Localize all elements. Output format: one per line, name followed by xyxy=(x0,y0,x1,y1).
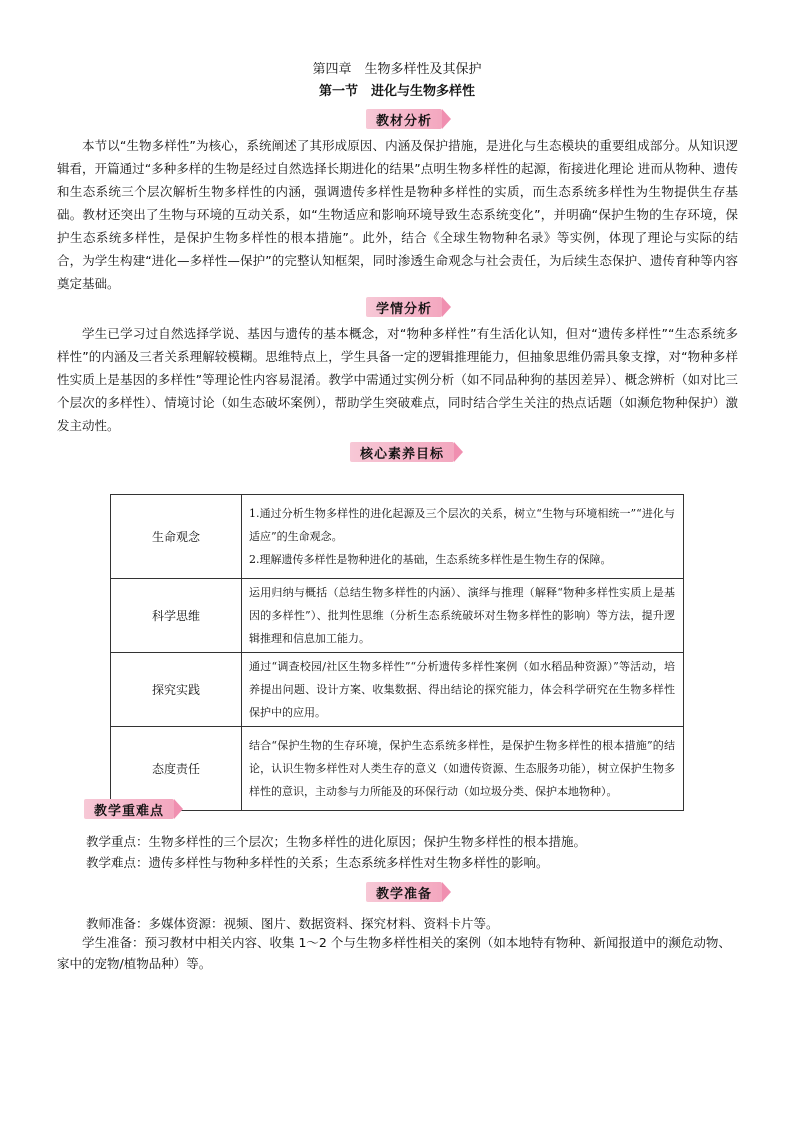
goal-description: 通过“调查校园/社区生物多样性”“分析遗传多样性案例（如水稻品种资源）”等活动，培养提出问题、设计方案、收集数据、得出结论的探究能力，体会科学研究在生物多样性保护中的应用。 xyxy=(242,653,684,727)
student-analysis-banner xyxy=(366,297,451,317)
goal-text-2: 2.理解遗传多样性是物种进化的基础，生态系统多样性是生物生存的保障。 xyxy=(249,553,612,566)
banner-arrow-icon xyxy=(442,882,451,902)
textbook-analysis-heading: 教材分析 xyxy=(366,109,442,129)
banner-arrow-icon xyxy=(174,799,183,819)
goal-name: 生命观念 xyxy=(111,495,242,579)
preparation-banner xyxy=(366,882,451,902)
goal-name: 科学思维 xyxy=(111,579,242,653)
banner-arrow-icon xyxy=(454,442,463,462)
teaching-focus: 教学重点：生物多样性的三个层次；生物多样性的进化原因；保护生物多样性的根本措施。 xyxy=(86,834,587,849)
goal-text: 1.通过分析生物多样性的进化起源及三个层次的关系，树立“生物与环境相统一”“进化与适应”的生命观念。 xyxy=(249,507,675,543)
section-title: 第一节 进化与生物多样性 xyxy=(318,84,475,99)
student-preparation: 学生准备：预习教材中相关内容、收集 1～2 个与生物多样性相关的案例（如本地特有物种、新闻报道中的濒危动物、家中的宠物/植物品种）等。 xyxy=(57,935,731,971)
banner-arrow-icon xyxy=(442,297,451,317)
core-goals-table xyxy=(110,494,684,811)
table-row xyxy=(111,727,684,811)
teacher-preparation: 教师准备：多媒体资源：视频、图片、数据资料、探究材料、资料卡片等。 xyxy=(86,916,499,931)
banner-arrow-icon xyxy=(442,109,451,129)
key-points-banner xyxy=(84,799,183,819)
goal-description: 结合“保护生物的生存环境，保护生态系统多样性，是保护生物多样性的根本措施”的结论，认识生物多样性对人类生存的意义（如遗传资源、生态服务功能），树立保护生物多样性的意识，主动参与力所能及的环保行动（如垃圾分类、保护本地物种）。 xyxy=(242,727,684,811)
table-row xyxy=(111,653,684,727)
student-analysis-heading: 学情分析 xyxy=(366,297,442,317)
core-goals-banner xyxy=(350,442,463,462)
goal-name: 探究实践 xyxy=(111,653,242,727)
core-goals-heading: 核心素养目标 xyxy=(350,442,454,462)
teaching-difficulty: 教学难点：遗传多样性与物种多样性的关系；生态系统多样性对生物多样性的影响。 xyxy=(86,855,549,870)
chapter-title: 第四章 生物多样性及其保护 xyxy=(312,62,482,77)
table-row xyxy=(111,495,684,579)
goal-description: 运用归纳与概括（总结生物多样性的内涵）、演绎与推理（解释“物种多样性实质上是基因的多样性”）、批判性思维（分析生态系统破坏对生物多样性的影响）等方法，提升逻辑推理和信息加工能力。 xyxy=(242,579,684,653)
student-analysis-text: 学生已学习过自然选择学说、基因与遗传的基本概念，对“物种多样性”有生活化认知，但对“遗传多样性”“生态系统多样性”的内涵及三者关系理解较模糊。思维特点上，学生具备一定的逻辑推理能力，但抽象思维仍需具象支撑，对“物种多样性实质上是基因的多样性”等理论性内容易混淆。教学中需通过实例分析（如不同品种狗的基因差异）、概念辨析（如对比三个层次的多样性）、情境讨论（如生态破坏案例），帮助学生突破难点，同时结合学生关注的热点话题（如濒危物种保护）激发主动性。 xyxy=(57,326,738,433)
key-points-heading: 教学重难点 xyxy=(84,799,174,819)
goal-name: 态度责任 xyxy=(111,727,242,811)
textbook-analysis-banner xyxy=(366,109,451,129)
goal-description xyxy=(242,495,684,579)
preparation-heading: 教学准备 xyxy=(366,882,442,902)
table-row xyxy=(111,579,684,653)
textbook-analysis-text: 本节以“生物多样性”为核心，系统阐述了其形成原因、内涵及保护措施，是进化与生态模块的重要组成部分。从知识逻辑看，开篇通过“多种多样的生物是经过自然选择长期进化的结果”点明生物多样性的起源，衔接进化理论 进而从物种、遗传和生态系统三个层次解析生物多样性的内涵，强调遗传多样性是物种多样性的实质，而生态系统多样性为生物提供生存基础。教材还突出了生物与环境的互动关系，如“生物适应和影响环境导致生态系统变化”，并明确“保护生物的生存环境，保护生态系统多样性，是保护生物多样性的根本措施”。此外，结合《全球生物物种名录》等实例，体现了理论与实际的结合，为学生构建“进化—多样性—保护”的完整认知框架，同时渗透生命观念与社会责任，为后续生态保护、遗传育种等内容奠定基础。 xyxy=(57,138,738,291)
